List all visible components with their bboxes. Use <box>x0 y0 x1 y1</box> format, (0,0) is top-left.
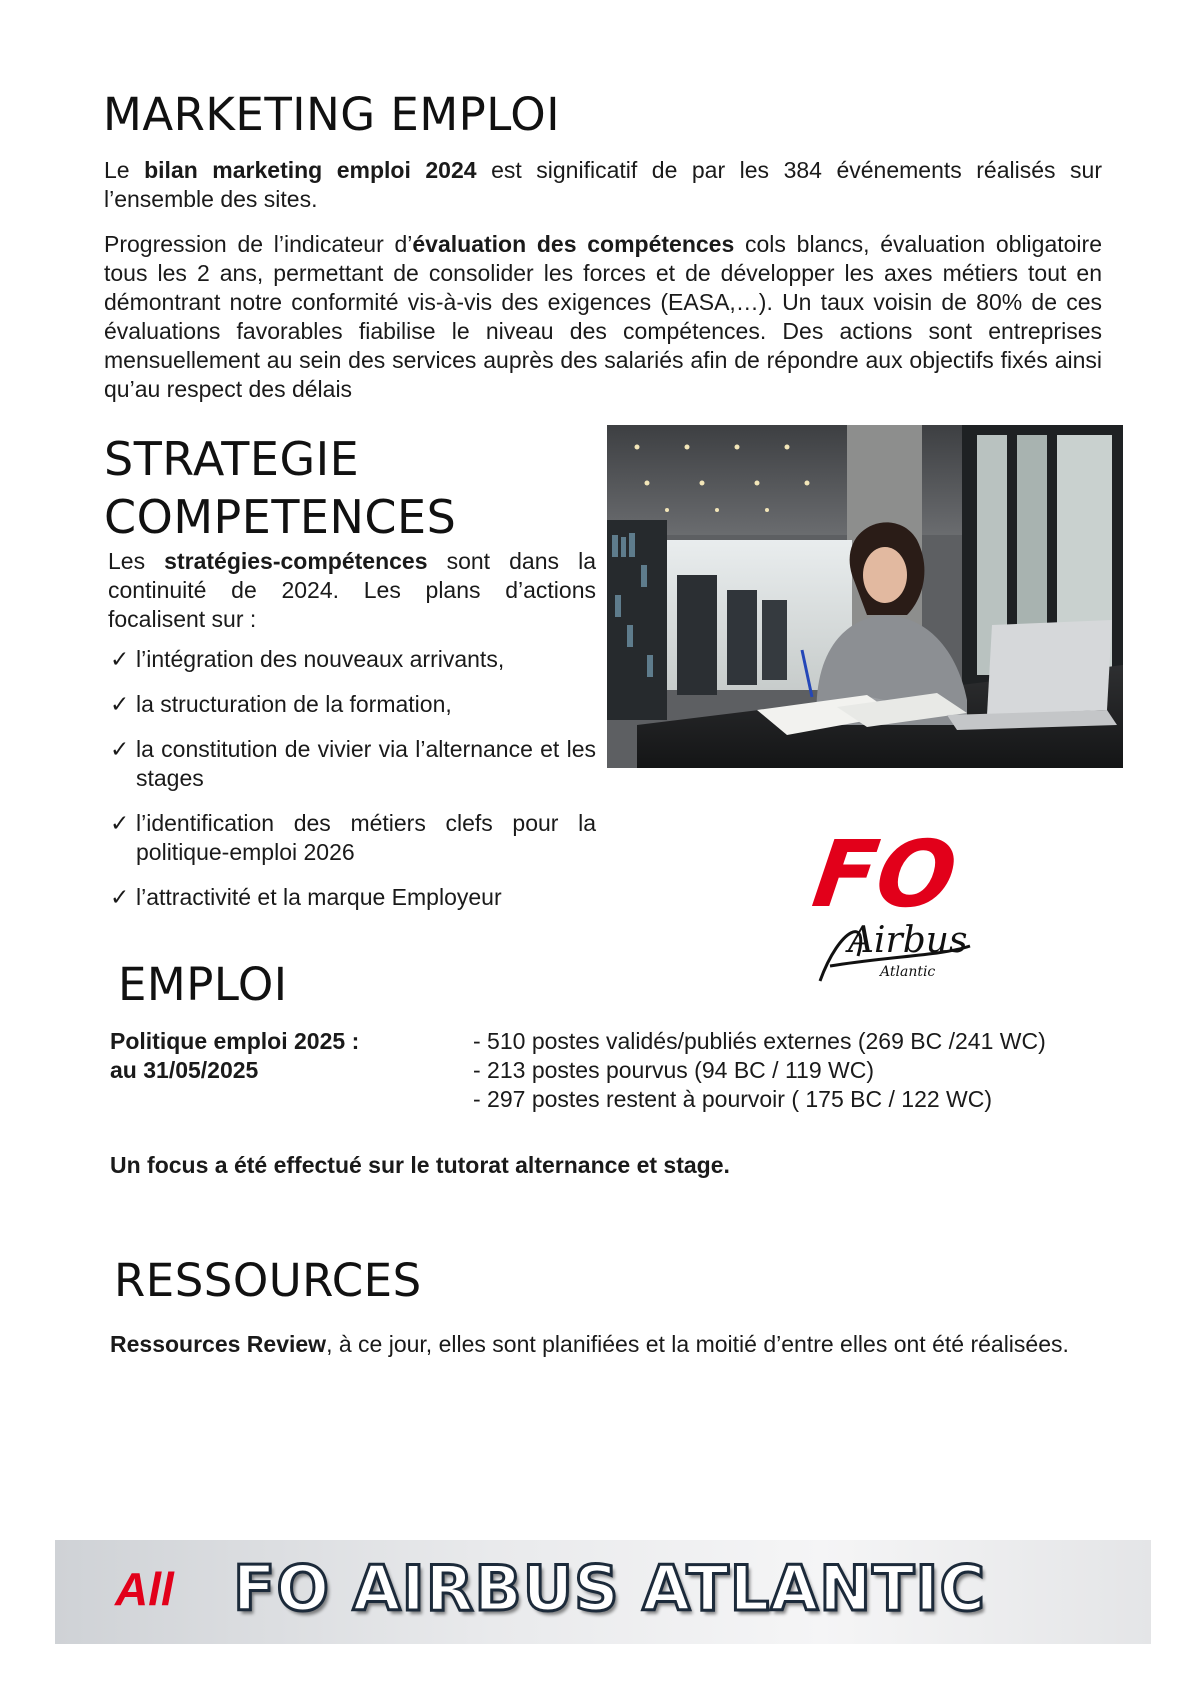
strategie-intro <box>108 547 596 634</box>
list-item: - 297 postes restent à pourvoir ( 175 BC / 122 WC) <box>473 1086 993 1112</box>
footer-all-text: All <box>115 1563 174 1615</box>
checkmark-icon: ✓ <box>110 810 130 836</box>
list-item <box>108 883 596 912</box>
text: , à ce jour, elles sont planifiées et la moitié d’entre elles ont été réalisées. <box>326 1331 1069 1357</box>
strategie-checklist <box>108 645 596 928</box>
list-item-text: l’attractivité et la marque Employeur <box>136 884 502 910</box>
bold-text: Ressources Review <box>110 1331 327 1357</box>
strategie-title-line-2: COMPETENCES <box>104 490 457 544</box>
list-item-text: l’identification des métiers clefs pour la politique-emploi 2026 <box>136 810 596 865</box>
strategie-title-line-1: STRATEGIE <box>104 432 360 486</box>
text: est significatif de par les 384 événements réalisés sur l’ensemble des sites. <box>104 157 1103 212</box>
list-item <box>108 690 596 719</box>
bold-text: bilan marketing emploi 2024 <box>144 157 477 183</box>
politique-emploi-label-line-1: Politique emploi 2025 : <box>110 1028 360 1054</box>
text: Le <box>104 157 145 183</box>
checkmark-icon: ✓ <box>110 884 130 910</box>
ressources-title: RESSOURCES <box>114 1254 422 1307</box>
politique-emploi-label <box>110 1027 359 1085</box>
text: Progression de l’indicateur d’ <box>104 231 413 257</box>
atlantic-logo-text: Atlantic <box>880 964 936 980</box>
list-item-text: la constitution de vivier via l’alternance et les stages <box>136 736 596 791</box>
student-library-photo <box>607 425 1123 768</box>
list-item: - 213 postes pourvus (94 BC / 119 WC) <box>473 1057 874 1083</box>
politique-emploi-label-line-2: au 31/05/2025 <box>110 1057 259 1083</box>
fo-airbus-logo <box>810 806 985 986</box>
list-item: - 510 postes validés/publiés externes (269 BC /241 WC) <box>473 1028 1046 1054</box>
ressources-paragraph <box>110 1330 1104 1359</box>
checkmark-icon: ✓ <box>110 646 130 672</box>
text: sont dans la continuité de 2024. Les plans d’actions focalisent sur : <box>108 548 596 632</box>
emploi-title: EMPLOI <box>118 958 288 1011</box>
marketing-paragraph-1 <box>104 156 1102 214</box>
emploi-stats-list <box>473 1027 1046 1114</box>
marketing-paragraph-2 <box>104 230 1102 404</box>
photo-illustration <box>607 425 1123 768</box>
list-item-text: l’intégration des nouveaux arrivants, <box>136 646 505 672</box>
list-item <box>108 735 596 793</box>
bold-text: évaluation des compétences <box>412 231 735 257</box>
list-item-text: la structuration de la formation, <box>136 691 452 717</box>
text: Les <box>108 548 165 574</box>
marketing-title: MARKETING EMPLOI <box>103 88 560 141</box>
footer-banner <box>55 1540 1151 1644</box>
emploi-focus-note: Un focus a été effectué sur le tutorat alternance et stage. <box>110 1152 730 1178</box>
list-item <box>108 645 596 674</box>
strategie-title <box>104 430 456 546</box>
fo-logo-text: FO <box>810 820 964 928</box>
checkmark-icon: ✓ <box>110 736 130 762</box>
bold-text: stratégies-compétences <box>164 548 428 574</box>
list-item <box>108 809 596 867</box>
text: cols blancs, évaluation obligatoire tous les 2 ans, permettant de consolider les forces et de développer les axes métiers tout en démontrant notre conformité vis-à-vis des exigences (EASA,…). Un taux voisin de 80% de ces évaluations favorables fiabilise le niveau des compétences. Des actions sont entreprises mensuellement au sein des services auprès des salariés afin de répondre aux objectifs fixés ainsi qu’au respect des délais <box>104 231 1102 402</box>
checkmark-icon: ✓ <box>110 691 130 717</box>
footer-title: FO AIRBUS ATLANTIC <box>233 1552 986 1625</box>
airbus-logo-text: Airbus <box>848 920 968 961</box>
